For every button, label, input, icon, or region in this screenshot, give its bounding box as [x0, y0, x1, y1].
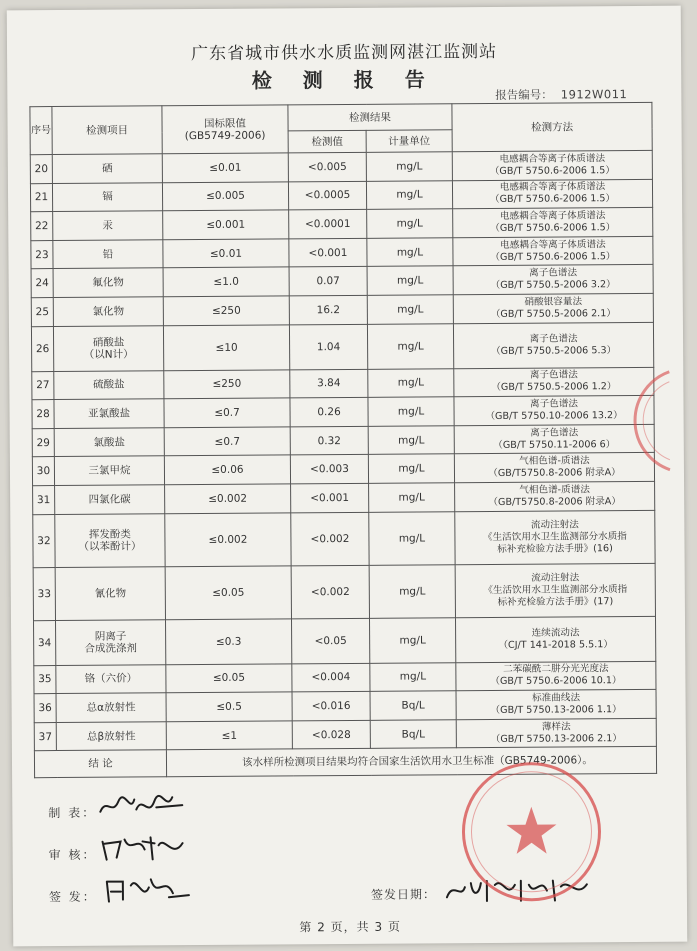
row-item — [55, 566, 165, 620]
row-item — [56, 664, 166, 693]
prepared-by-label: 制 表： — [48, 805, 97, 821]
table-row — [30, 179, 652, 212]
row-method-line: 薄样法 — [541, 720, 571, 733]
row-method — [456, 689, 656, 719]
row-unit: mg/L — [370, 662, 456, 691]
row-method-line: （GB/T 5750.11-2006 6） — [493, 438, 616, 451]
header-limit-line2: (GB5749-2006) — [184, 129, 266, 142]
row-item — [55, 513, 165, 567]
page-number: 第 2 页，共 3 页 — [299, 919, 401, 935]
row-method-line: （GB/T 5750.6-2006 1.5） — [489, 164, 615, 177]
table-row — [32, 424, 654, 457]
row-unit: mg/L — [369, 511, 455, 565]
row-unit: mg/L — [368, 397, 454, 426]
row-item — [54, 456, 164, 485]
report-title: 检 测 报 告 — [251, 67, 437, 93]
row-method — [452, 150, 652, 180]
row-unit: mg/L — [367, 266, 453, 295]
row-item — [52, 182, 162, 211]
row-method-line: 流动注射法 — [530, 518, 579, 531]
row-method-line: 电感耦合等离子体质谱法 — [499, 181, 606, 194]
row-unit: mg/L — [367, 209, 453, 238]
conclusion-text: 该水样所检测项目结果均符合国家生活饮用水卫生标准（GB5749-2006）。 — [166, 747, 656, 777]
table-row — [31, 208, 653, 241]
row-number: 27 — [32, 371, 54, 400]
row-limit: ≤0.5 — [166, 692, 292, 721]
row-method — [455, 563, 655, 617]
row-item-name: 硫酸盐 — [93, 378, 125, 392]
row-item — [55, 619, 165, 665]
row-item — [56, 693, 166, 722]
row-value: <0.05 — [291, 618, 369, 664]
row-unit: mg/L — [367, 295, 453, 324]
row-method — [455, 510, 655, 564]
table-row — [31, 236, 653, 269]
report-stamp — [456, 756, 607, 907]
row-method — [453, 208, 653, 238]
row-number: 30 — [32, 457, 54, 486]
table-row — [34, 661, 656, 694]
row-item-name: 铬（六价） — [84, 672, 138, 686]
seam-stamp — [613, 366, 674, 476]
row-number: 22 — [31, 212, 53, 241]
table-row — [30, 150, 652, 183]
row-method-line: 《生活饮用水卫生监测部分水质指 — [483, 583, 628, 596]
row-method-line: （GB/T 5750.6-2006 10.1） — [490, 675, 622, 688]
row-value: 0.32 — [290, 426, 368, 455]
row-item-note: （以苯酚计） — [78, 539, 142, 553]
row-item-name: 氯化物 — [92, 305, 125, 318]
row-number: 36 — [34, 694, 56, 723]
prepared-signature — [96, 791, 186, 822]
row-method-line: （GB/T5750.8-2006 附录A） — [488, 495, 621, 508]
table-row — [31, 293, 653, 326]
row-limit: ≤0.05 — [166, 663, 292, 692]
report-number-value: 1912W011 — [560, 87, 628, 102]
row-number: 23 — [31, 240, 53, 269]
row-method-line: 标补充检验方法手册》(17) — [497, 595, 614, 608]
table-row — [32, 396, 654, 429]
row-item-name: 硝酸盐 — [92, 336, 125, 349]
table-row — [33, 510, 655, 567]
row-number: 20 — [30, 155, 52, 184]
org-title: 广东省城市供水水质监测网湛江监测站 — [190, 41, 498, 65]
row-unit: Bq/L — [370, 719, 456, 748]
row-method-line: （GB/T 5750.13-2006 2.1） — [490, 732, 622, 745]
row-method-line: （CJ/T 141-2018 5.5.1） — [498, 638, 613, 651]
row-number: 37 — [34, 722, 56, 751]
row-value: <0.002 — [291, 565, 369, 619]
row-method-line: 离子色谱法 — [529, 398, 579, 410]
conclusion-label: 结 论 — [34, 750, 166, 778]
row-unit: mg/L — [368, 454, 454, 483]
row-item — [54, 370, 164, 399]
header-seq: 序号 — [30, 107, 52, 155]
header-result: 检测结果 — [288, 104, 452, 131]
table-row — [33, 616, 655, 665]
row-item-name: 挥发酚类 — [88, 528, 131, 541]
row-method-line: （GB/T 5750.6-2006 1.5） — [489, 193, 616, 206]
row-number: 26 — [31, 326, 53, 371]
row-unit: mg/L — [369, 564, 455, 618]
row-item-name: 汞 — [102, 219, 114, 232]
row-method-line: 二苯碳酰二肼分光光度法 — [503, 663, 609, 676]
row-number: 35 — [34, 665, 56, 694]
row-method-line: 标准曲线法 — [532, 692, 581, 704]
row-limit: ≤10 — [163, 324, 289, 370]
row-item-name: 镉 — [102, 191, 113, 204]
row-method-line: 标补充检验方法手册》(16) — [497, 542, 613, 555]
row-value: 0.07 — [289, 267, 367, 296]
row-number: 29 — [32, 428, 54, 457]
row-value: <0.001 — [291, 483, 369, 512]
table-row — [31, 322, 653, 371]
row-value: 3.84 — [290, 369, 368, 398]
row-value: 1.04 — [289, 324, 367, 370]
row-limit: ≤0.002 — [165, 512, 291, 566]
row-item-note: 合成洗涤剂 — [84, 642, 137, 655]
row-limit: ≤0.05 — [165, 565, 291, 619]
table-row — [33, 481, 655, 514]
row-method — [455, 616, 655, 662]
row-method — [455, 481, 655, 511]
row-method-line: 连续流动法 — [531, 626, 580, 639]
row-number: 33 — [33, 567, 55, 620]
issued-by-label: 签 发： — [48, 889, 97, 905]
row-item-name: 铅 — [102, 248, 114, 261]
reviewed-by-label: 审 核： — [48, 847, 97, 863]
row-item — [53, 240, 163, 269]
row-item-name: 亚氯酸盐 — [88, 407, 131, 420]
table-row — [31, 265, 653, 298]
row-item — [53, 268, 163, 297]
row-method-line: 气相色谱-质谱法 — [519, 484, 590, 496]
row-method-line: 离子色谱法 — [529, 267, 578, 279]
row-value: <0.001 — [289, 238, 367, 267]
header-method: 检测方法 — [452, 102, 652, 151]
row-item-name: 四氯化碳 — [88, 493, 131, 506]
reviewed-signature — [98, 831, 188, 866]
row-value: 0.26 — [290, 398, 368, 427]
row-method-line: 流动注射法 — [531, 571, 580, 584]
row-item-name: 硒 — [102, 162, 113, 175]
row-method-line: 电感耦合等离子体质谱法 — [500, 238, 606, 251]
row-item-name: 阴离子 — [94, 630, 127, 643]
header-limit-line1: 国标限值 — [203, 117, 247, 130]
row-limit: ≤0.01 — [162, 153, 288, 182]
results-body — [30, 150, 656, 751]
row-item-name: 总α放射性 — [86, 701, 136, 714]
row-method-line: （GB/T 5750.5-2006 2.1） — [490, 307, 616, 320]
row-item — [52, 154, 162, 183]
row-unit: Bq/L — [370, 691, 456, 720]
row-unit: mg/L — [366, 180, 452, 209]
row-number: 24 — [31, 269, 53, 298]
row-limit: ≤250 — [163, 296, 289, 325]
row-number: 32 — [33, 514, 55, 567]
header-limit — [162, 105, 288, 154]
row-item — [54, 399, 164, 428]
row-method-line: （GB/T 5750.5-2006 5.3） — [491, 344, 617, 357]
row-item — [53, 297, 163, 326]
header-unit: 计量单位 — [366, 130, 452, 153]
row-number: 34 — [33, 620, 55, 665]
row-item — [55, 485, 165, 514]
row-method — [453, 322, 653, 368]
row-item-name: 氯酸盐 — [93, 436, 126, 449]
results-table — [29, 102, 657, 779]
row-limit: ≤0.001 — [163, 210, 289, 239]
row-value: <0.016 — [292, 691, 370, 720]
row-unit: mg/L — [369, 483, 455, 512]
row-method-line: （GB/T 5750.6-2006 1.5） — [490, 250, 616, 263]
table-row — [32, 453, 654, 486]
row-number: 31 — [33, 485, 55, 514]
report-page — [7, 6, 688, 947]
row-method-line: 离子色谱法 — [530, 426, 579, 439]
row-limit: ≤0.7 — [164, 427, 290, 456]
table-row — [33, 563, 655, 620]
row-value: <0.002 — [291, 512, 369, 566]
row-method-line: （GB/T 5750.10-2006 13.2） — [485, 410, 623, 422]
row-limit: ≤0.06 — [164, 455, 290, 484]
row-method-line: 《生活饮用水卫生监测部分水质指 — [482, 530, 627, 543]
row-method-line: 气相色谱-质谱法 — [519, 455, 590, 467]
row-method-line: （GB/T5750.8-2006 附录A） — [488, 467, 621, 480]
report-number — [495, 86, 627, 103]
row-limit: ≤1.0 — [163, 267, 289, 296]
row-value: <0.005 — [288, 152, 366, 181]
row-limit: ≤0.3 — [165, 618, 291, 664]
row-unit: mg/L — [367, 238, 453, 267]
header-item: 检测项目 — [52, 106, 162, 155]
row-method — [453, 293, 653, 323]
issue-date-label: 签发日期： — [370, 887, 436, 902]
row-limit: ≤1 — [166, 721, 292, 750]
row-unit: mg/L — [369, 617, 455, 663]
row-unit: mg/L — [368, 426, 454, 455]
table-row — [34, 718, 656, 751]
row-item — [54, 428, 164, 457]
row-limit: ≤0.7 — [164, 398, 290, 427]
row-limit: ≤0.005 — [162, 181, 288, 210]
row-method-line: 离子色谱法 — [529, 369, 578, 382]
row-limit: ≤0.01 — [163, 239, 289, 268]
row-value: <0.0005 — [288, 181, 366, 210]
row-number: 25 — [31, 298, 53, 327]
row-number: 28 — [32, 400, 54, 429]
row-method-line: 离子色谱法 — [529, 332, 578, 345]
row-item-name: 三氯甲烷 — [88, 464, 131, 477]
row-unit: mg/L — [366, 152, 452, 181]
row-unit: mg/L — [368, 368, 454, 397]
row-item-note: （以N计） — [83, 348, 134, 361]
row-method — [456, 718, 656, 748]
row-method-line: （GB/T 5750.5-2006 3.2） — [490, 279, 616, 292]
row-method-line: 硝酸银容量法 — [524, 296, 583, 308]
header-value: 检测值 — [288, 130, 366, 153]
row-unit: mg/L — [367, 323, 453, 369]
row-item-name: 氰化物 — [94, 587, 127, 600]
report-number-label: 报告编号： — [495, 87, 553, 102]
row-method — [452, 179, 652, 209]
row-method-line: （GB/T 5750.5-2006 1.2） — [491, 381, 617, 394]
row-method — [456, 661, 656, 691]
row-method-line: 电感耦合等离子体质谱法 — [499, 152, 606, 165]
row-limit: ≤250 — [164, 369, 290, 398]
row-method-line: （GB/T 5750.13-2006 1.1） — [490, 704, 622, 716]
table-row — [34, 689, 656, 722]
row-limit: ≤0.002 — [165, 484, 291, 513]
row-method-line: （GB/T 5750.6-2006 1.5） — [490, 222, 616, 234]
row-value: <0.0001 — [289, 210, 367, 239]
row-item — [53, 211, 163, 240]
table-row — [32, 367, 654, 400]
issued-signature — [103, 873, 193, 908]
row-item-name: 氟化物 — [92, 276, 124, 289]
row-number: 21 — [30, 183, 52, 212]
row-method — [453, 236, 653, 266]
row-item — [53, 325, 163, 371]
row-method — [453, 265, 653, 295]
row-item — [56, 721, 166, 750]
row-value: 16.2 — [289, 295, 367, 324]
row-method-line: 电感耦合等离子体质谱法 — [499, 210, 606, 222]
row-item-name: 总β放射性 — [86, 729, 136, 743]
row-value: <0.004 — [292, 663, 370, 692]
row-value: <0.028 — [292, 720, 370, 749]
row-value: <0.003 — [290, 455, 368, 484]
